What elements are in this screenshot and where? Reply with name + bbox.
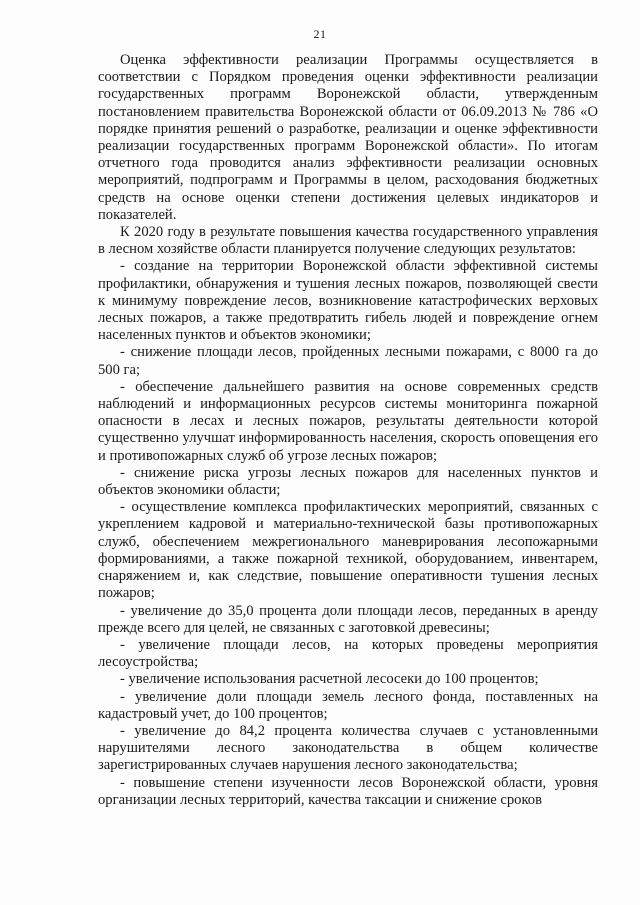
list-item-risk-reduction: - снижение риска угрозы лесных пожаров для населенных пунктов и объектов экономики области; (98, 464, 598, 499)
document-body (98, 52, 598, 809)
list-item-prevention-measures: - осуществление комплекса профилактических мероприятий, связанных с укреплением кадровой и материально-технической базы противопожарных служб, обеспечением межрегионального маневрирования лесопожарными формированиями, а также пожарной техникой, оборудованием, инвентарем, снаряжением и, как следствие, повышение оперативности тушения лесных пожаров; (98, 499, 598, 602)
list-item-fire-area-reduction: - снижение площади лесов, пройденных лесными пожарами, с 8000 га до 500 га; (98, 344, 598, 378)
paragraph-evaluation: Оценка эффективности реализации Программы осуществляется в соответствии с Порядком проведения оценки эффективности реализации государственных программ Воронежской области, утвержденным постановлением правительства Воронежской области от 06.09.2013 № 786 «О порядке принятия решений о разработке, реализации и оценке эффективности реализации государственных программ Воронежской области». По итогам отчетного года проводится анализ эффективности реализации основных мероприятий, подпрограмм и Программы в целом, расходования бюджетных средств на основе оценки степени достижения целевых индикаторов и показателей. (98, 52, 598, 223)
paragraph-results-intro: К 2020 году в результате повышения качества государственного управления в лесном хозяйстве области планируется получение следующих результатов: (98, 224, 598, 258)
list-item-forest-study: - повышение степени изученности лесов Воронежской области, уровня организации лесных территорий, качества таксации и снижение сроков (98, 774, 598, 808)
list-item-violators: - увеличение до 84,2 процента количества случаев с установленными нарушителями лесного законодательства в общем количестве зарегистрированных случаев нарушения лесного законодательства; (98, 722, 598, 774)
list-item-cadastral-registration: - увеличение доли площади земель лесного фонда, поставленных на кадастровый учет, до 100 процентов; (98, 688, 598, 722)
list-item-fire-system: - создание на территории Воронежской области эффективной системы профилактики, обнаружения и тушения лесных пожаров, позволяющей свести к минимуму повреждение лесов, возникновение катастрофических верховых лесных пожаров, а также предотвратить гибель людей и повреждение огнем населенных пунктов и объектов экономики; (98, 258, 598, 344)
list-item-forest-management: - увеличение площади лесов, на которых проведены мероприятия лесоустройства; (98, 636, 598, 671)
list-item-allowable-cut: - увеличение использования расчетной лесосеки до 100 процентов; (120, 671, 539, 688)
page-number: 21 (313, 27, 327, 41)
list-item-lease-share: - увеличение до 35,0 процента доли площади лесов, переданных в аренду прежде всего для целей, не связанных с заготовкой древесины; (98, 602, 598, 636)
list-item-monitoring: - обеспечение дальнейшего развития на основе современных средств наблюдений и информационных ресурсов системы мониторинга пожарной опасности в лесах и лесных пожаров, результаты деятельности которой существенно улучшат информированность населения, скорость оповещения его и противопожарных служб об угрозе лесных пожаров; (98, 378, 598, 464)
